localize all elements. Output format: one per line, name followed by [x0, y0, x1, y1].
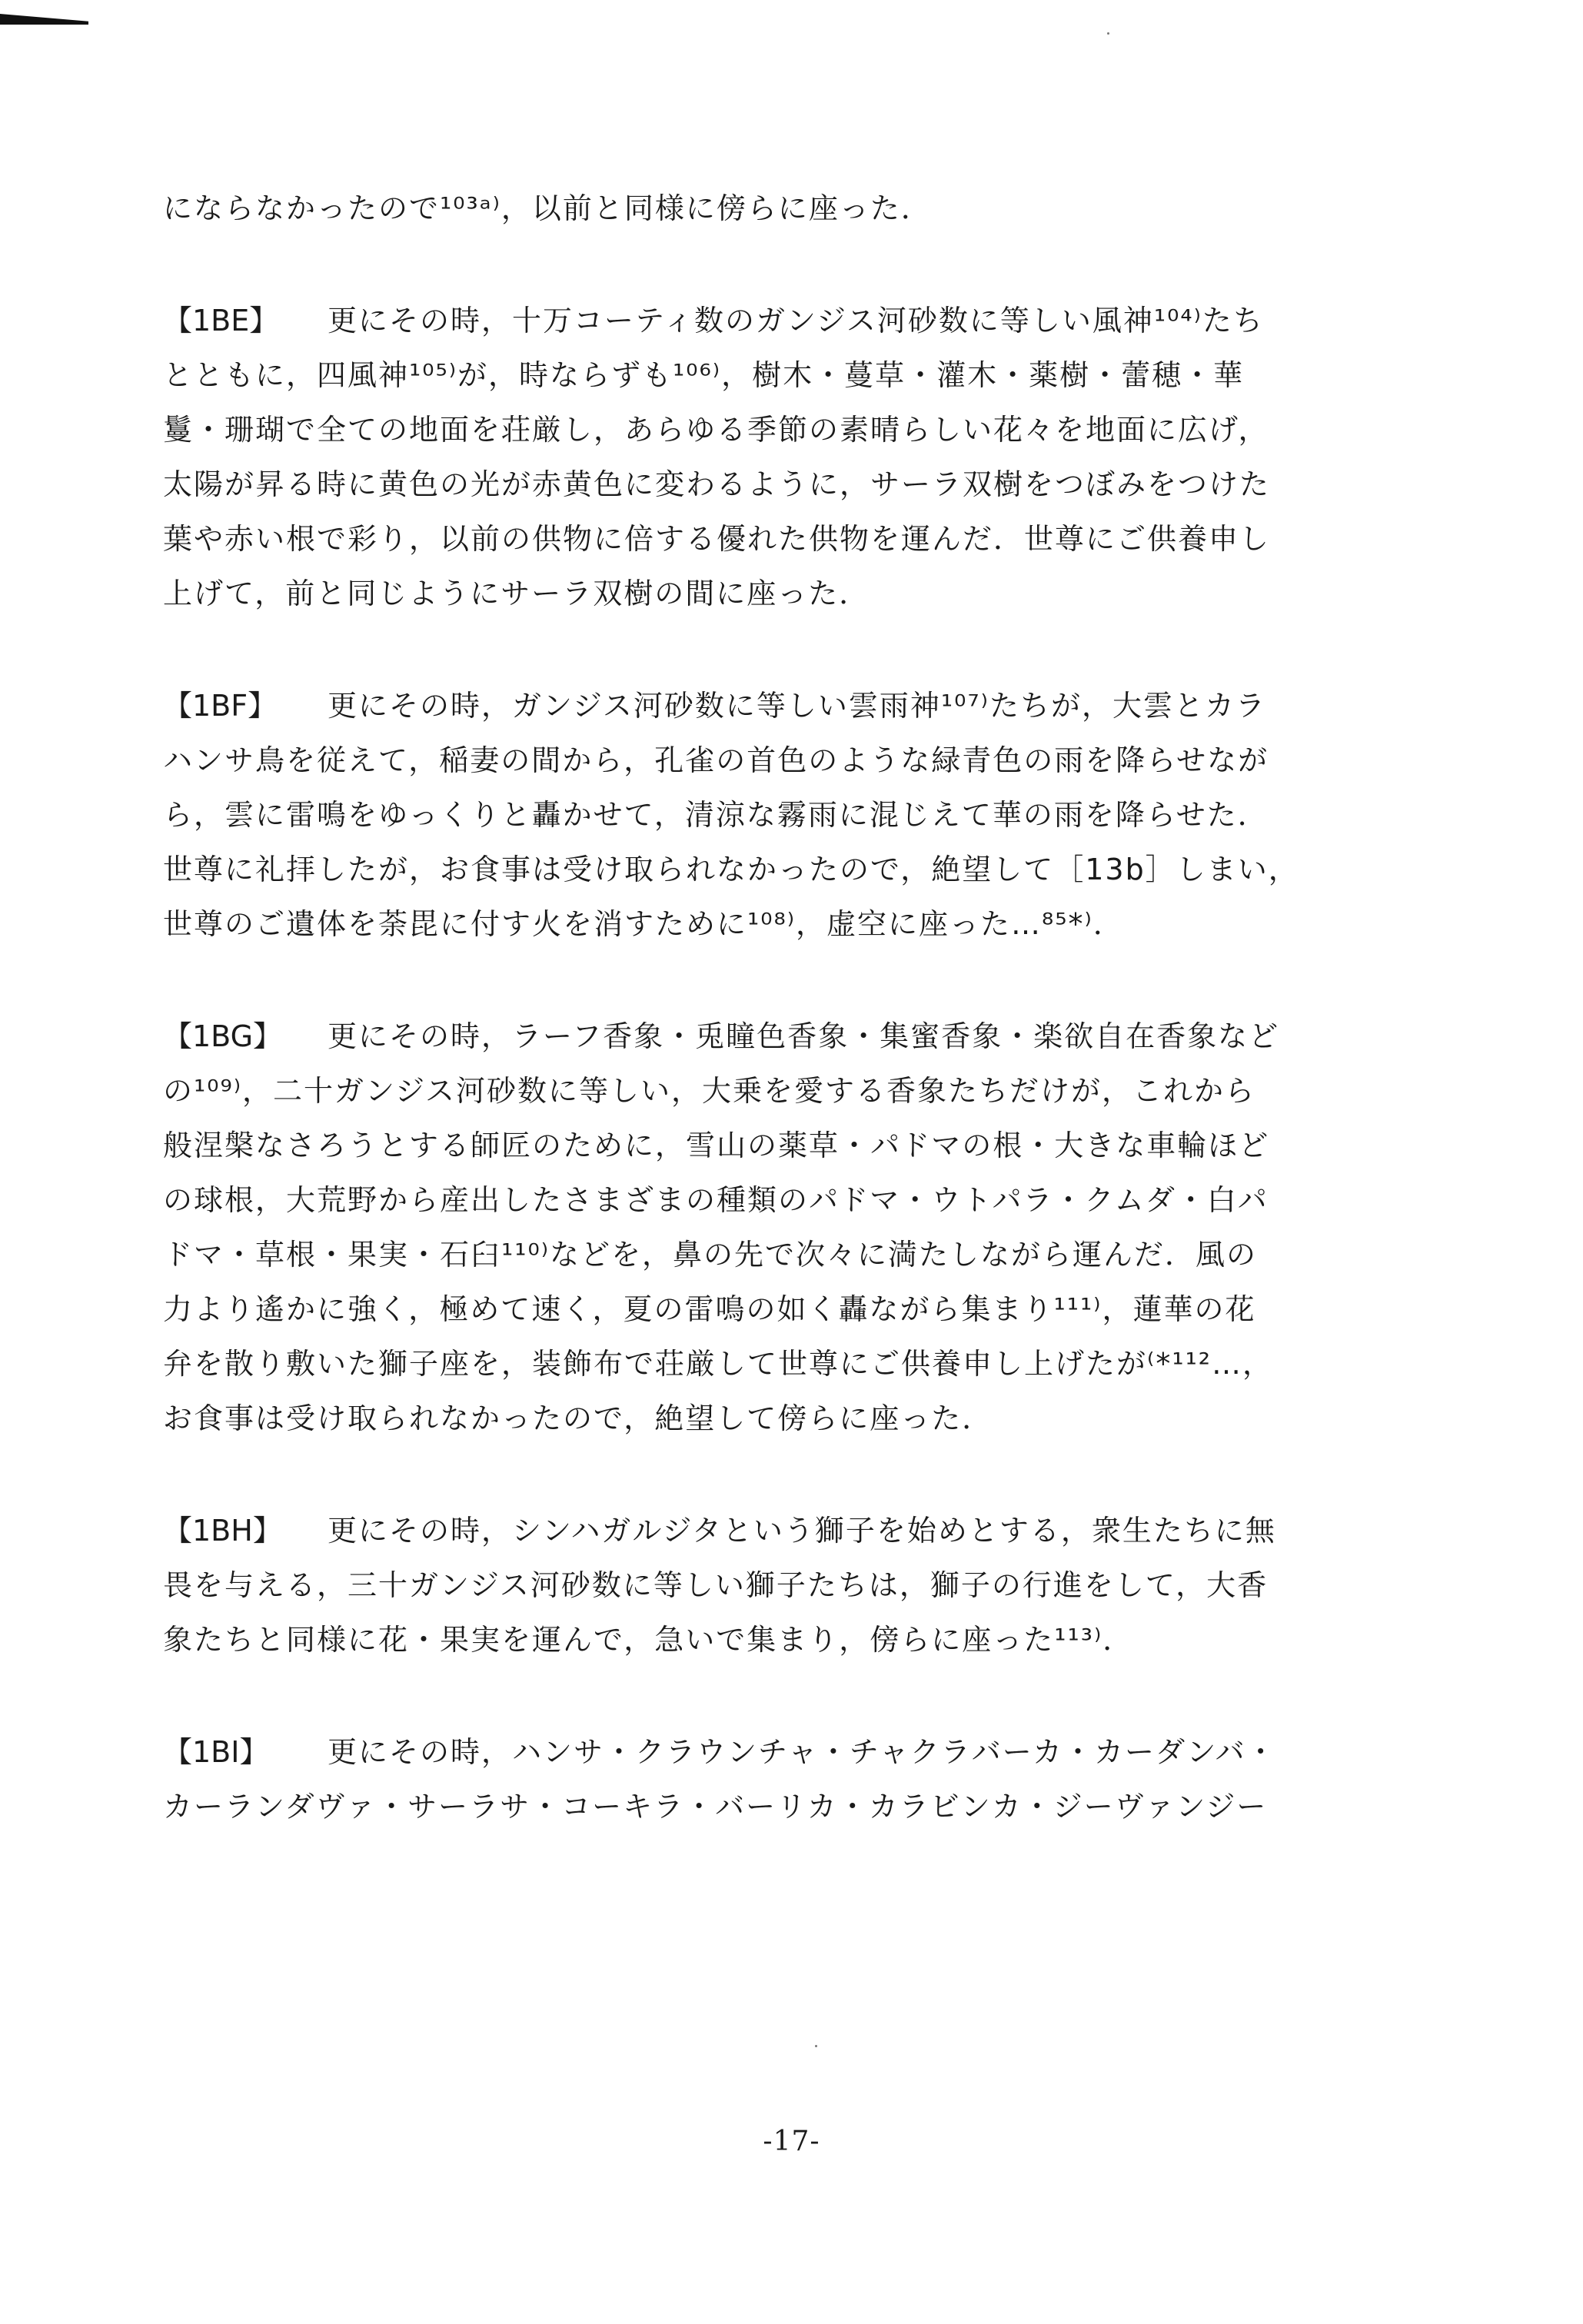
section-id-1bi: 【1BI】	[163, 1735, 269, 1769]
paragraph-1bi-line: カーランダヴァ・サーラサ・コーキラ・バーリカ・カラビンカ・ジーヴァンジー	[163, 1790, 1268, 1824]
paragraph-1bf-line: ハンサ鳥を従えて，稲妻の間から，孔雀の首色のような緑青色の雨を降らせなが	[163, 743, 1269, 777]
scan-corner-mark	[0, 14, 88, 25]
page-number: -17-	[763, 2126, 820, 2157]
paragraph-1bh-line-1: 【1BH】 更にその時，シンハガルジタという獅子を始めとする，衆生たちに無	[163, 1504, 1362, 1558]
paragraph-1bi-line-1: 【1BI】 更にその時，ハンサ・クラウンチャ・チャクラバーカ・カーダンバ・	[163, 1725, 1362, 1780]
paragraph-1bg-line: 力より遙かに強く，極めて速く，夏の雷鳴の如く轟ながら集まり¹¹¹⁾，蓮華の花	[163, 1292, 1256, 1326]
paragraph-1bg-line: 般涅槃なさろうとする師匠のために，雪山の薬草・パドマの根・大きな車輪ほど	[163, 1129, 1270, 1162]
paragraph-1be-line: 鬘・珊瑚で全ての地面を荘厳し，あらゆる季節の素晴らしい花々を地面に広げ，	[163, 413, 1269, 447]
paragraph-1bg-line: の¹⁰⁹⁾，二十ガンジス河砂数に等しい，大乗を愛する香象たちだけが，これから	[163, 1074, 1255, 1108]
paragraph-1bg-line: 弁を散り敷いた獅子座を，装飾布で荘厳して世尊にご供養申し上げたが⁽*¹¹²…，	[163, 1347, 1274, 1381]
paragraph-1bf-line: ら，雲に雷鳴をゆっくりと轟かせて，清涼な霧雨に混じえて華の雨を降らせた．	[163, 798, 1269, 832]
scan-speck	[1107, 32, 1109, 35]
paragraph-1bg-line: の球根，大荒野から産出したさまざまの種類のパドマ・ウトパラ・クムダ・白パ	[163, 1183, 1269, 1217]
paragraph-1bh-line: 畏を与える，三十ガンジス河砂数に等しい獅子たちは，獅子の行進をして，大香	[163, 1568, 1269, 1602]
paragraph-1bg-line: お食事は受け取られなかったので，絶望して傍らに座った．	[163, 1401, 993, 1435]
paragraph-1be-line: とともに，四風神¹⁰⁵⁾が，時ならずも¹⁰⁶⁾，樹木・蔓草・灌木・薬樹・蕾穂・華	[163, 358, 1245, 392]
section-id-1bh: 【1BH】	[163, 1514, 282, 1548]
paragraph-1bf-line: 世尊に礼拝したが，お食事は受け取られなかったので，絶望して［13b］しまい，	[163, 853, 1299, 886]
section-id-1be: 【1BE】	[163, 304, 279, 337]
scan-speck	[815, 2045, 817, 2047]
paragraph-1bf-line: 世尊のご遺体を荼毘に付す火を消すために¹⁰⁸⁾，虚空に座った…⁸⁵*⁾．	[163, 907, 1124, 941]
paragraph-1be-line-1: 【1BE】 更にその時，十万コーティ数のガンジス河砂数に等しい風神¹⁰⁴⁾たち	[163, 294, 1362, 348]
paragraph-1bg-line-1: 【1BG】 更にその時，ラーフ香象・兎瞳色香象・集蜜香象・楽欲自在香象など	[163, 1009, 1362, 1064]
page-body	[163, 181, 1362, 1834]
section-id-1bg: 【1BG】	[163, 1019, 283, 1053]
paragraph-1be-line: 太陽が昇る時に黄色の光が赤黄色に変わるように，サーラ双樹をつぼみをつけた	[163, 467, 1271, 501]
paragraph-1bh-line: 象たちと同様に花・果実を運んで，急いで集まり，傍らに座った¹¹³⁾．	[163, 1623, 1134, 1657]
paragraph-1be-line: 上げて，前と同じようにサーラ双樹の間に座った．	[163, 577, 870, 610]
section-id-1bf: 【1BF】	[163, 689, 278, 723]
paragraph-1bf-line-1: 【1BF】 更にその時，ガンジス河砂数に等しい雲雨神¹⁰⁷⁾たちが，大雲とカラ	[163, 679, 1362, 733]
paragraph-1be-line: 葉や赤い根で彩り，以前の供物に倍する優れた供物を運んだ．世尊にご供養申し	[163, 522, 1271, 556]
paragraph-1bg-line: ドマ・草根・果実・石臼¹¹⁰⁾などを，鼻の先で次々に満たしながら運んだ．風の	[163, 1238, 1258, 1272]
intro-line: にならなかったので¹⁰³ᵃ⁾，以前と同様に傍らに座った．	[163, 191, 932, 225]
